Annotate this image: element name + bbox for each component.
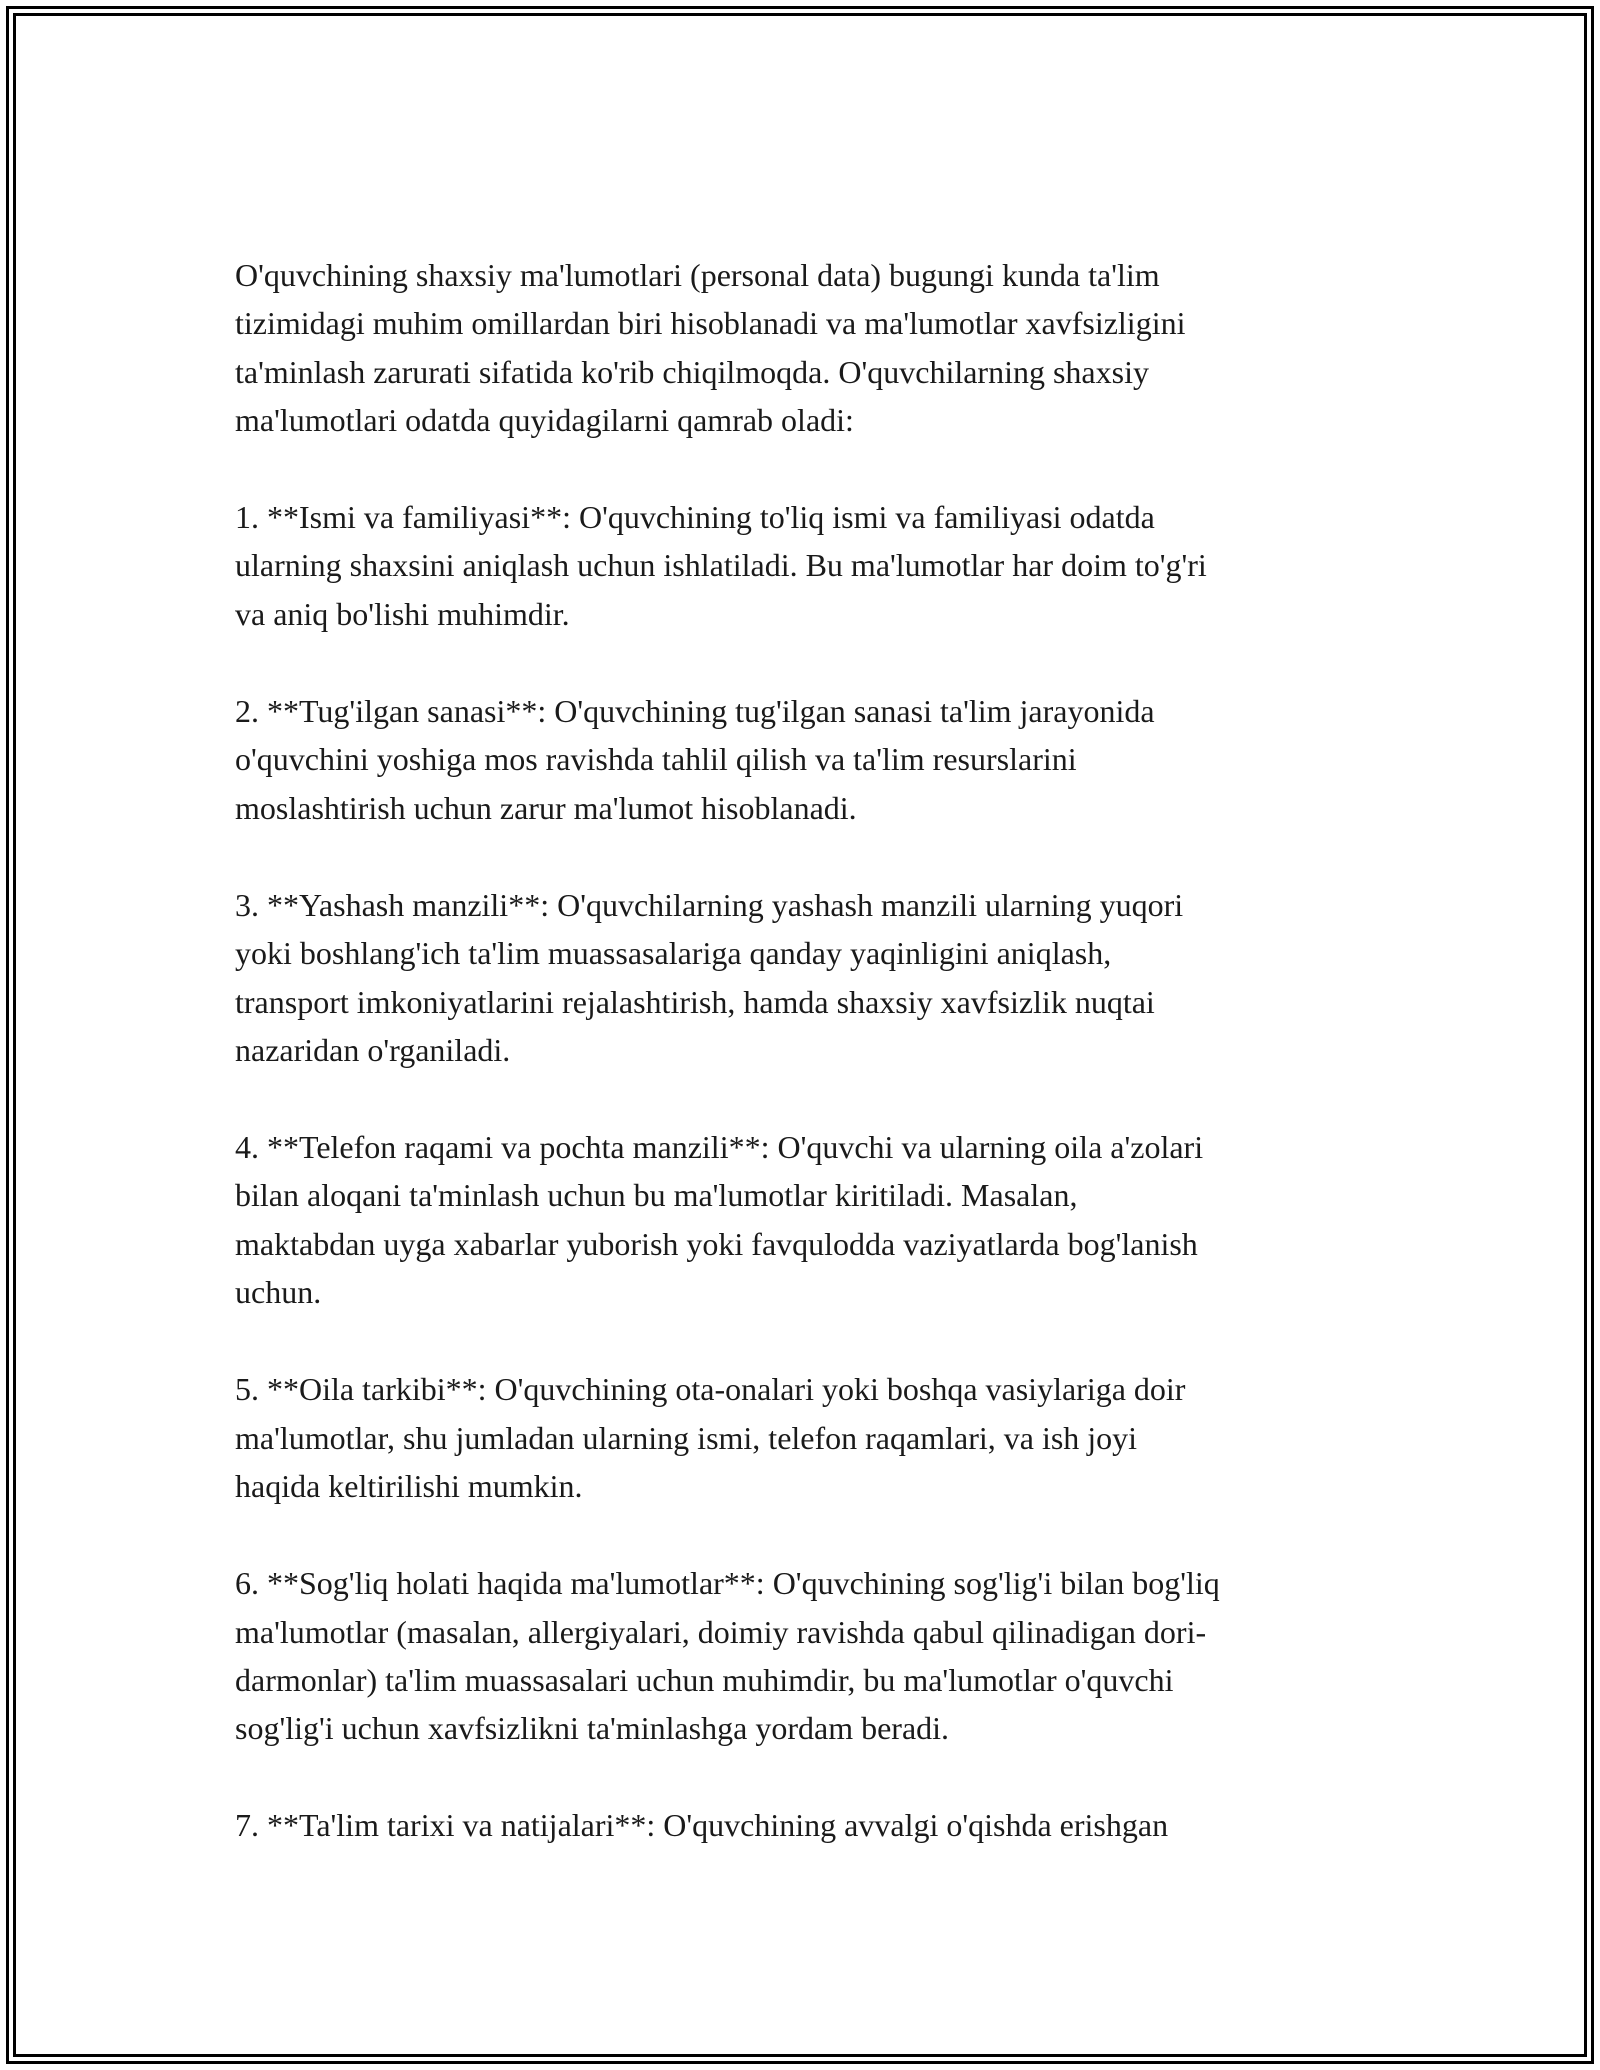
item-health-paragraph: 6. **Sog'liq holati haqida ma'lumotlar**: O'quvchining sog'lig'i bilan bog'liq ma'lumotlar (masalan, allergiyalari, doimiy ravishda qabul qilinadigan dori- darmonlar) ta'lim muassasalari uchun muhimdir, bu ma'lumotlar o'quvchi sog'lig'i uchun xavfsizlikni ta'minlashga yordam beradi. <box>235 1565 1220 1747</box>
item-contact-paragraph: 4. **Telefon raqami va pochta manzili**: O'quvchi va ularning oila a'zolari bilan aloqani ta'minlash uchun bu ma'lumotlar kiritiladi. Masalan, maktabdan uyga xabarlar yuborish yoki favqulodda vaziyatlarda bog'lanish uchun. <box>235 1129 1204 1311</box>
document-body <box>235 251 1375 1899</box>
item-address-paragraph: 3. **Yashash manzili**: O'quvchilarning yashash manzili ularning yuqori yoki boshlang'ich ta'lim muassasalariga qanday yaqinligini aniqlash, transport imkoniyatlarini rejalashtirish, hamda shaxsiy xavfsizlik nuqtai nazaridan o'rganiladi. <box>235 886 1184 1068</box>
item-birthdate-paragraph: 2. **Tug'ilgan sanasi**: O'quvchining tug'ilgan sanasi ta'lim jarayonida o'quvchini yoshiga mos ravishda tahlil qilish va ta'lim resurslarini moslashtirish uchun zarur ma'lumot hisoblanadi. <box>235 693 1155 826</box>
item-name-paragraph: 1. **Ismi va familiyasi**: O'quvchining to'liq ismi va familiyasi odatda ularning shaxsini aniqlash uchun ishlatiladi. Bu ma'lumotlar har doim to'g'ri va aniq bo'lishi muhimdir. <box>235 499 1207 632</box>
item-family-paragraph: 5. **Oila tarkibi**: O'quvchining ota-onalari yoki boshqa vasiylariga doir ma'lumotlar, shu jumladan ularning ismi, telefon raqamlari, va ish joyi haqida keltirilishi mumkin. <box>235 1371 1186 1504</box>
intro-paragraph: O'quvchining shaxsiy ma'lumotlari (personal data) bugungi kunda ta'lim tizimidagi muhim omillardan biri hisoblanadi va ma'lumotlar xavfsizligini ta'minlash zarurati sifatida ko'rib chiqilmoqda. O'quvchilarning shaxsiy ma'lumotlari odatda quyidagilarni qamrab oladi: <box>235 257 1186 438</box>
item-education-paragraph: 7. **Ta'lim tarixi va natijalari**: O'quvchining avvalgi o'qishda erishgan <box>235 1807 1169 1844</box>
